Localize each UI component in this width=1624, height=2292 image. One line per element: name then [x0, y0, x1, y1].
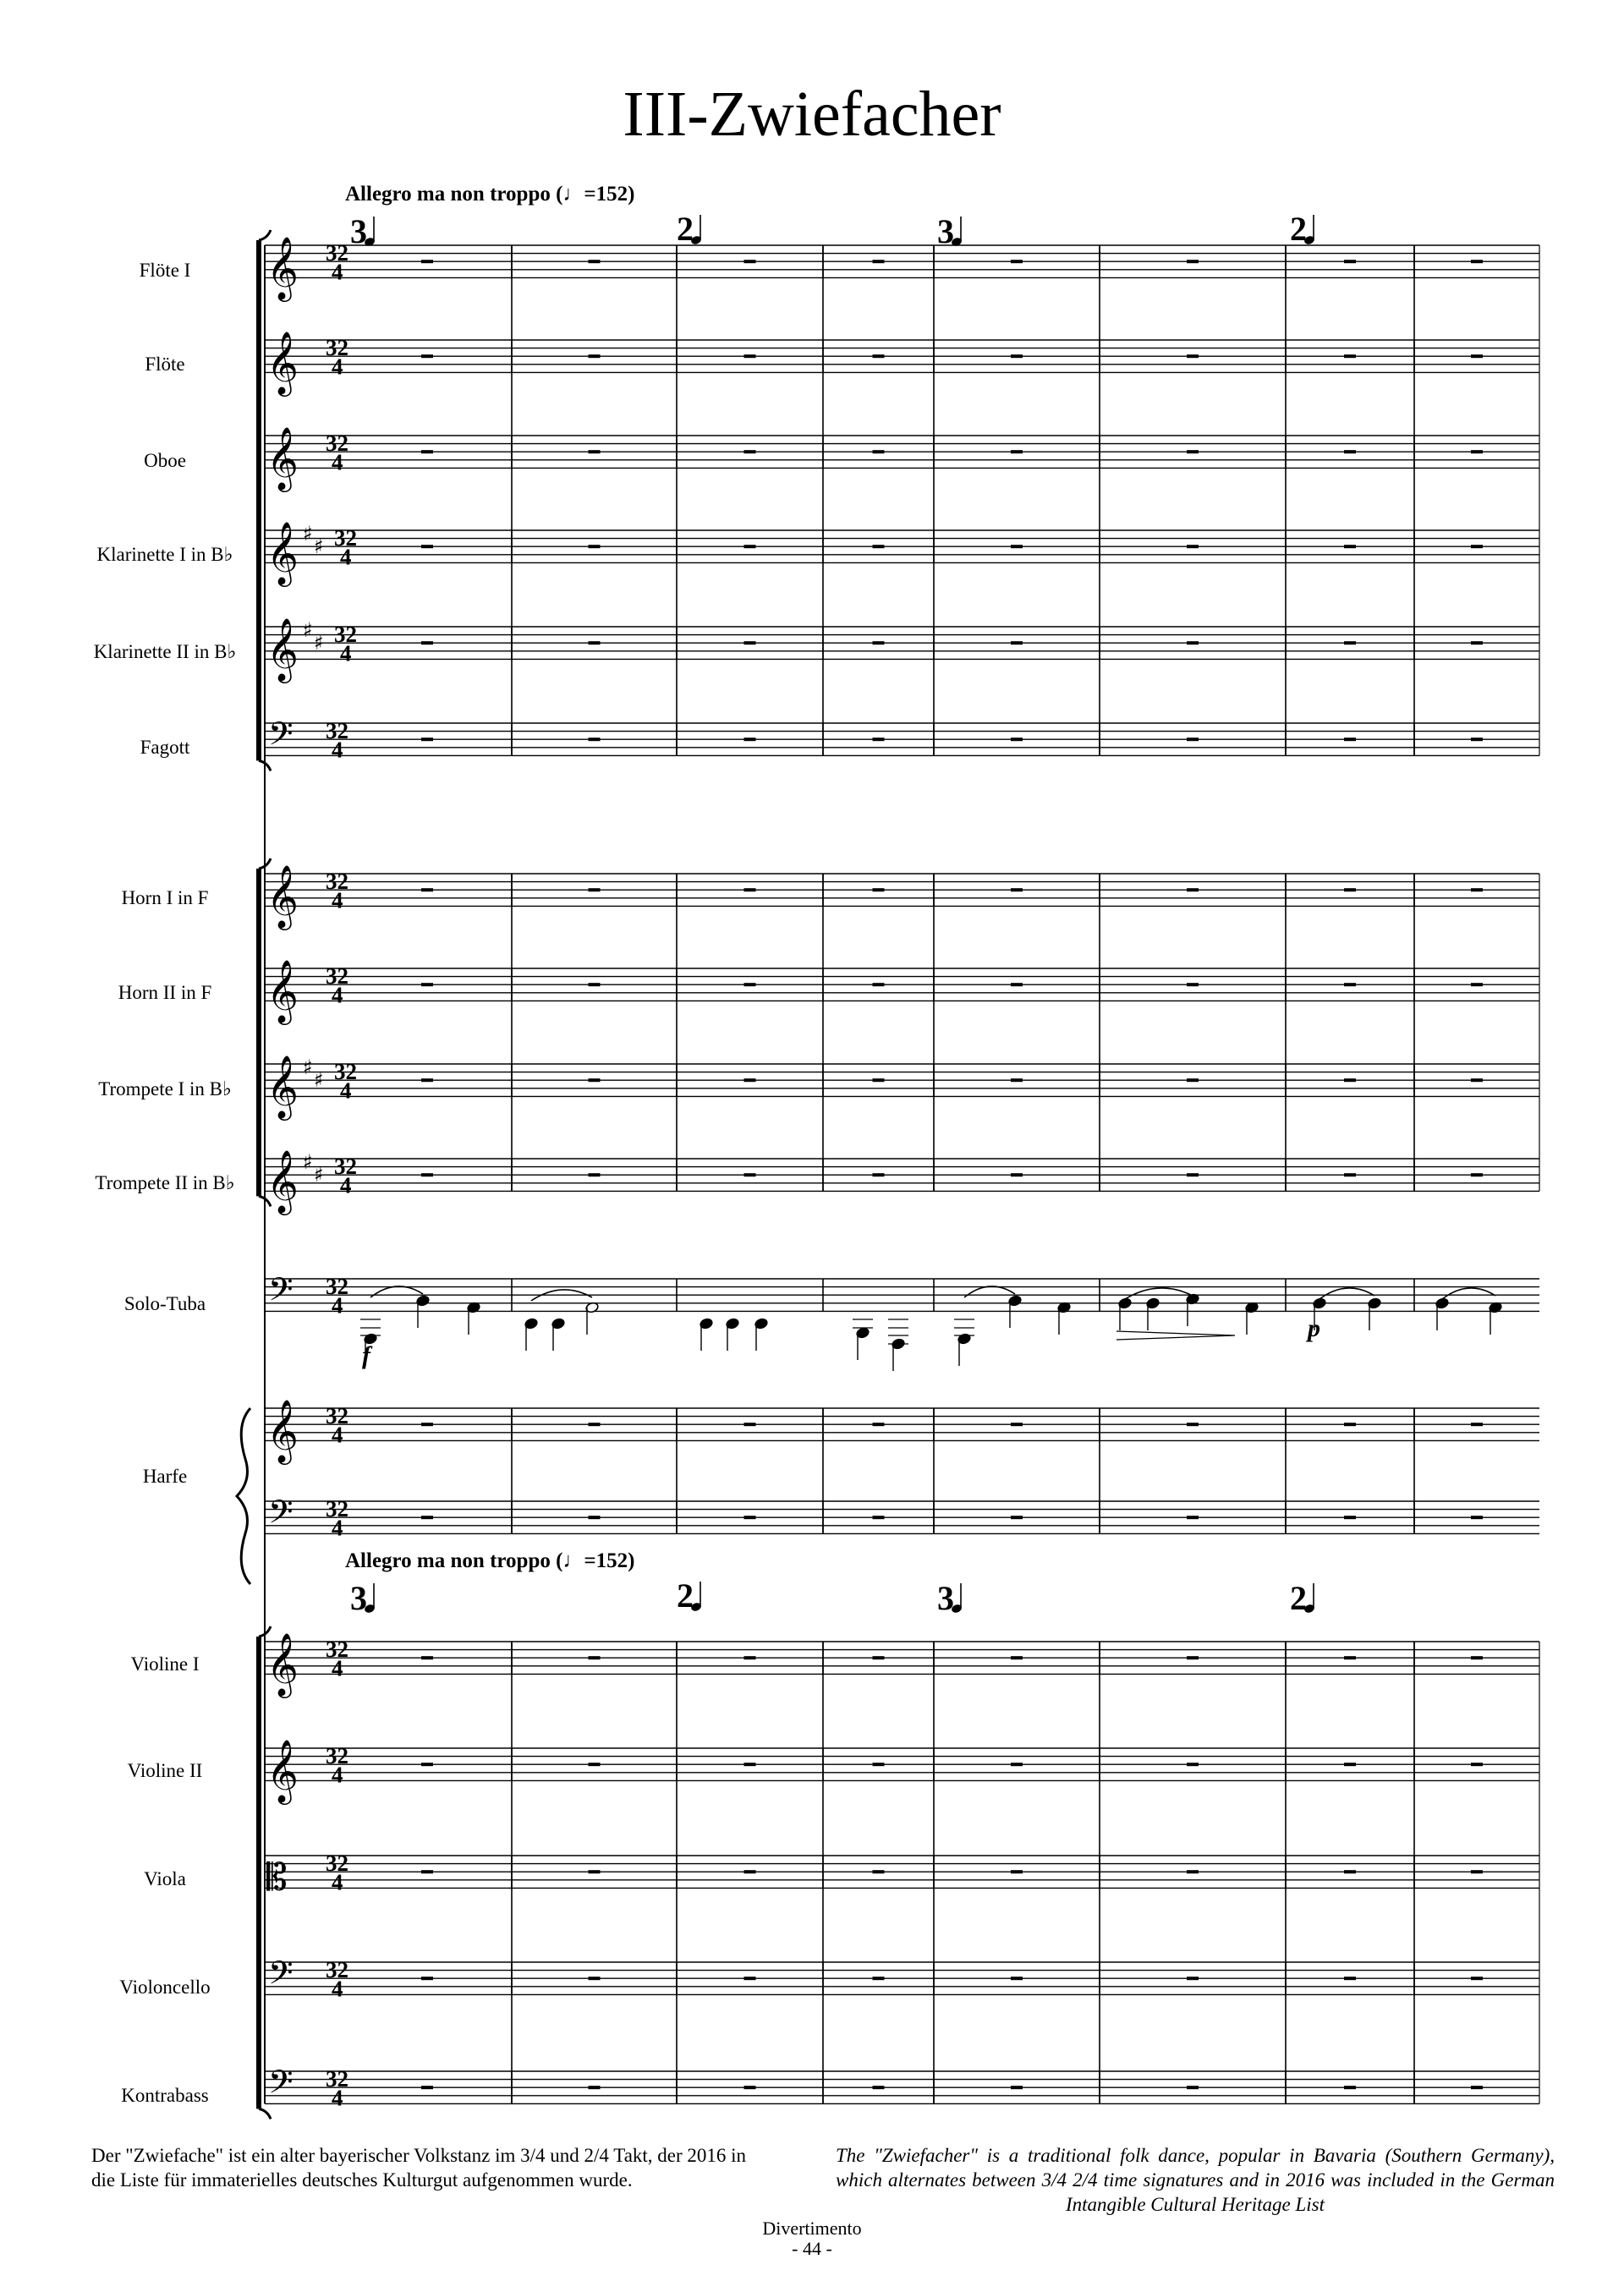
instrument-label: Flöte — [145, 354, 185, 375]
diminuendo-hairpin — [1116, 1331, 1235, 1340]
rest-icon — [421, 1763, 433, 1766]
rest-icon — [744, 1423, 756, 1426]
rest-icon — [589, 1763, 601, 1766]
rest-icon — [1187, 1516, 1199, 1519]
rest-icon — [589, 1423, 601, 1426]
rest-icon — [1344, 888, 1356, 891]
time-signature-bottom: 4 — [332, 1515, 343, 1541]
dynamic-piano: p — [1308, 1314, 1320, 1342]
rest-icon — [744, 641, 756, 644]
rest-icon — [589, 1977, 601, 1980]
rest-icon — [744, 2086, 756, 2089]
rest-icon — [873, 641, 885, 644]
bass-clef-icon: 𝄢 — [268, 1953, 294, 1999]
rest-icon — [421, 737, 433, 741]
rest-icon — [1471, 641, 1483, 644]
harp-brace — [237, 1408, 250, 1584]
rest-icon — [589, 641, 601, 644]
rest-icon — [589, 1870, 601, 1873]
rest-icon — [589, 545, 601, 548]
rest-icon — [1471, 2086, 1483, 2089]
time-signature-bottom: 4 — [332, 982, 343, 1008]
rest-icon — [1471, 888, 1483, 891]
rest-icon — [1471, 545, 1483, 548]
rest-icon — [1011, 1763, 1023, 1766]
rest-icon — [1344, 1423, 1356, 1426]
treble-clef-icon: 𝄞 — [266, 618, 299, 682]
rest-icon — [873, 1173, 885, 1176]
time-signature-bottom: 4 — [332, 2085, 343, 2111]
rest-icon — [1011, 545, 1023, 548]
time-signature-bottom: 4 — [332, 354, 343, 380]
woodwind-bracket — [256, 240, 261, 760]
rest-icon — [589, 737, 601, 741]
meter-mark: 2 — [1290, 1579, 1307, 1617]
instrument-label: Oboe — [144, 450, 186, 471]
rest-icon — [1187, 450, 1199, 453]
tempo-text: Allegro ma non troppo ( — [345, 183, 563, 206]
rest-icon — [421, 1870, 433, 1873]
rest-icon — [1011, 2086, 1023, 2089]
rest-icon — [1471, 1423, 1483, 1426]
footnote-german: Der "Zwiefache" ist ein alter bayerischer Volkstanz im 3/4 und 2/4 Takt, der 2016 in die Liste für immaterielles deutsches Kulturgut aufgenommen wurde. — [91, 2145, 747, 2191]
tempo-marking-top — [345, 183, 635, 206]
tempo-bpm: =152) — [584, 183, 635, 206]
bass-clef-icon: 𝄢 — [268, 2062, 294, 2108]
bass-clef-icon: 𝄢 — [268, 1269, 294, 1316]
bass-clef-icon: 𝄢 — [268, 714, 294, 760]
rest-icon — [1344, 1078, 1356, 1082]
rest-icon — [1471, 1870, 1483, 1873]
tempo-marking-strings — [345, 1549, 635, 1573]
bass-clef-icon: 𝄢 — [268, 1492, 294, 1538]
meter-mark: 3 — [350, 212, 367, 250]
rest-icon — [1344, 354, 1356, 358]
rest-icon — [744, 1977, 756, 1980]
treble-clef-icon: 𝄞 — [266, 1633, 299, 1697]
rest-icon — [421, 260, 433, 263]
rest-icon — [1187, 354, 1199, 358]
rest-icon — [744, 888, 756, 891]
rest-icon — [421, 450, 433, 453]
time-signature-top: 32 — [334, 525, 357, 551]
rest-icon — [873, 1763, 885, 1766]
rest-icon — [1011, 1977, 1023, 1980]
rest-icon — [1187, 1173, 1199, 1176]
rest-icon — [744, 737, 756, 741]
rest-icon — [421, 1078, 433, 1082]
time-signature-top: 32 — [326, 2066, 348, 2092]
rest-icon — [744, 1656, 756, 1659]
rest-icon — [1011, 983, 1023, 986]
rest-icon — [1011, 1516, 1023, 1519]
rest-icon — [421, 354, 433, 358]
rest-icon — [1187, 888, 1199, 891]
treble-clef-icon: 𝄞 — [266, 237, 299, 300]
rest-icon — [744, 1763, 756, 1766]
rest-icon — [1187, 641, 1199, 644]
rest-icon — [1471, 1977, 1483, 1980]
rest-icon — [1344, 1656, 1356, 1659]
rest-icon — [873, 450, 885, 453]
dynamic-forte: f — [362, 1341, 370, 1369]
slur — [964, 1286, 1015, 1297]
time-signature-top: 32 — [326, 963, 348, 990]
rest-icon — [421, 888, 433, 891]
slur — [1125, 1288, 1193, 1299]
tempo-bpm: =152) — [584, 1549, 635, 1572]
time-signature-bottom: 4 — [332, 1292, 343, 1319]
rest-icon — [589, 354, 601, 358]
rest-icon — [421, 1516, 433, 1519]
rest-icon — [744, 260, 756, 263]
time-signature-bottom: 4 — [332, 259, 343, 285]
time-signature-bottom: 4 — [340, 640, 352, 666]
rest-icon — [744, 1173, 756, 1176]
instrument-label: Violine I — [130, 1653, 200, 1675]
time-signature-bottom: 4 — [332, 1762, 343, 1788]
rest-icon — [1471, 983, 1483, 986]
rest-icon — [873, 260, 885, 263]
time-signature-top: 32 — [326, 869, 348, 895]
meter-mark: 2 — [1290, 210, 1307, 248]
rest-icon — [744, 1078, 756, 1082]
rest-icon — [1011, 1078, 1023, 1082]
instrument-label: Horn II in F — [118, 982, 212, 1003]
instrument-label: Fagott — [140, 737, 190, 758]
rest-icon — [421, 1423, 433, 1426]
time-signature-bottom: 4 — [332, 449, 343, 475]
meter-mark: 3 — [350, 1579, 367, 1617]
rest-icon — [1011, 260, 1023, 263]
rest-icon — [1344, 545, 1356, 548]
rest-icon — [1187, 1870, 1199, 1873]
rest-icon — [1471, 1173, 1483, 1176]
rest-icon — [873, 1656, 885, 1659]
footer-page-number: - 44 - — [792, 2238, 832, 2259]
rest-icon — [744, 1870, 756, 1873]
sharp-icon: ♯ — [303, 1056, 313, 1079]
instrument-label: Flöte I — [139, 260, 191, 281]
treble-clef-icon: 𝄞 — [266, 1400, 299, 1463]
rest-icon — [589, 450, 601, 453]
slur — [1320, 1288, 1374, 1299]
rest-icon — [1471, 450, 1483, 453]
rest-icon — [1344, 1173, 1356, 1176]
time-signature-top: 32 — [334, 1154, 357, 1180]
rest-icon — [1471, 1656, 1483, 1659]
string-bracket-hook — [259, 2108, 271, 2119]
quarter-note-icon: ♩ — [562, 183, 584, 206]
time-signature-top: 32 — [326, 430, 348, 457]
footnote-english: The "Zwiefacher" is a traditional folk dance, popular in Bavaria (Southern Germany), which alternates between 3/4 2/4 time signatures and in 2016 was included in the German Intangible Cultural Heritage List — [836, 2145, 1555, 2215]
sharp-icon: ♯ — [303, 522, 313, 546]
rest-icon — [744, 354, 756, 358]
rest-icon — [744, 450, 756, 453]
sharp-icon: ♯ — [314, 1163, 324, 1187]
sharp-icon: ♯ — [314, 1068, 324, 1092]
rest-icon — [589, 983, 601, 986]
alto-clef-icon: 𝄡 — [266, 1856, 288, 1900]
rest-icon — [1344, 1763, 1356, 1766]
rest-icon — [589, 1078, 601, 1082]
rest-icon — [1344, 1977, 1356, 1980]
treble-clef-icon: 𝄞 — [266, 960, 299, 1023]
rest-icon — [421, 1977, 433, 1980]
rest-icon — [421, 1656, 433, 1659]
rest-icon — [1471, 354, 1483, 358]
time-signature-bottom: 4 — [332, 1869, 343, 1895]
rest-icon — [1011, 1870, 1023, 1873]
rest-icon — [589, 888, 601, 891]
instrument-label: Horn I in F — [121, 887, 209, 908]
sharp-icon: ♯ — [314, 535, 324, 558]
rest-icon — [873, 1078, 885, 1082]
rest-icon — [873, 1516, 885, 1519]
meter-mark: 3 — [937, 212, 954, 250]
meter-mark: 2 — [677, 1576, 694, 1615]
slur — [370, 1286, 423, 1297]
time-signature-top: 32 — [326, 1403, 348, 1429]
rest-icon — [1011, 888, 1023, 891]
rest-icon — [1344, 2086, 1356, 2089]
rest-icon — [1011, 1656, 1023, 1659]
rest-icon — [1344, 260, 1356, 263]
brass-bracket — [256, 869, 261, 1196]
time-signature-top: 32 — [334, 622, 357, 648]
rest-icon — [1471, 1078, 1483, 1082]
time-signature-top: 32 — [326, 1743, 348, 1769]
tempo-text: Allegro ma non troppo ( — [345, 1549, 563, 1572]
rest-icon — [1187, 737, 1199, 741]
meter-mark: 3 — [937, 1579, 954, 1617]
time-signature-bottom: 4 — [332, 1655, 343, 1681]
rest-icon — [421, 641, 433, 644]
quarter-note-icon: ♩ — [562, 1549, 584, 1572]
time-signature-top: 32 — [326, 1851, 348, 1877]
treble-clef-icon: 𝄞 — [266, 1150, 299, 1214]
rest-icon — [1011, 1423, 1023, 1426]
rest-icon — [1471, 1516, 1483, 1519]
rest-icon — [421, 2086, 433, 2089]
rest-icon — [421, 1173, 433, 1176]
rest-icon — [1187, 545, 1199, 548]
rest-icon — [1187, 1763, 1199, 1766]
time-signature-top: 32 — [326, 718, 348, 744]
rest-icon — [1344, 450, 1356, 453]
rest-icon — [589, 1173, 601, 1176]
rest-icon — [589, 2086, 601, 2089]
treble-clef-icon: 𝄞 — [266, 332, 299, 395]
rest-icon — [873, 888, 885, 891]
rest-icon — [1187, 983, 1199, 986]
rest-icon — [1344, 1870, 1356, 1873]
rest-icon — [1344, 1516, 1356, 1519]
rest-icon — [1471, 1763, 1483, 1766]
time-signature-top: 32 — [326, 1637, 348, 1663]
time-signature-bottom: 4 — [340, 544, 352, 570]
rest-icon — [1344, 983, 1356, 986]
meter-mark: 2 — [677, 210, 694, 248]
rest-icon — [589, 1516, 601, 1519]
instrument-label: Violine II — [127, 1760, 203, 1781]
rest-icon — [1187, 2086, 1199, 2089]
treble-clef-icon: 𝄞 — [266, 865, 299, 929]
time-signature-bottom: 4 — [332, 887, 343, 913]
instrument-label: Harfe — [142, 1466, 188, 1487]
rest-icon — [744, 1516, 756, 1519]
rest-icon — [873, 1423, 885, 1426]
rest-icon — [589, 1656, 601, 1659]
footer-work-title: Divertimento — [762, 2218, 862, 2239]
rest-icon — [1187, 260, 1199, 263]
rest-icon — [421, 545, 433, 548]
rest-icon — [873, 1870, 885, 1873]
rest-icon — [1011, 450, 1023, 453]
instrument-label: Klarinette I in B♭ — [96, 544, 233, 565]
instrument-label: Solo-Tuba — [123, 1293, 206, 1314]
treble-clef-icon: 𝄞 — [266, 1056, 299, 1119]
rest-icon — [1344, 737, 1356, 741]
rest-icon — [421, 983, 433, 986]
rest-icon — [1187, 1656, 1199, 1659]
time-signature-top: 32 — [326, 335, 348, 361]
time-signature-bottom: 4 — [340, 1172, 352, 1198]
treble-clef-icon: 𝄞 — [266, 522, 299, 585]
rest-icon — [744, 545, 756, 548]
rest-icon — [1187, 1078, 1199, 1082]
rest-icon — [1471, 737, 1483, 741]
rest-icon — [589, 260, 601, 263]
rest-icon — [873, 354, 885, 358]
instrument-label: Violoncello — [119, 1977, 211, 1998]
time-signature-bottom: 4 — [332, 1422, 343, 1448]
rest-icon — [1011, 737, 1023, 741]
sharp-icon: ♯ — [303, 1150, 313, 1174]
rest-icon — [1471, 260, 1483, 263]
instrument-label: Kontrabass — [121, 2085, 209, 2106]
time-signature-top: 32 — [326, 1274, 348, 1300]
treble-clef-icon: 𝄞 — [266, 1740, 299, 1803]
sharp-icon: ♯ — [314, 631, 324, 655]
rest-icon — [1011, 641, 1023, 644]
rest-icon — [1187, 1423, 1199, 1426]
sharp-icon: ♯ — [303, 618, 313, 642]
time-signature-bottom: 4 — [332, 737, 343, 763]
page-title: III-Zwiefacher — [623, 79, 1001, 150]
time-signature-bottom: 4 — [332, 1976, 343, 2002]
time-signature-top: 32 — [326, 240, 348, 266]
rest-icon — [873, 2086, 885, 2089]
rest-icon — [1011, 354, 1023, 358]
instrument-label: Trompete I in B♭ — [98, 1078, 232, 1099]
rest-icon — [1187, 1977, 1199, 1980]
rest-icon — [873, 1977, 885, 1980]
time-signature-top: 32 — [326, 1496, 348, 1522]
time-signature-top: 32 — [334, 1059, 357, 1085]
rest-icon — [873, 545, 885, 548]
slur — [1442, 1288, 1495, 1299]
treble-clef-icon: 𝄞 — [266, 427, 299, 491]
instrument-label: Viola — [144, 1868, 186, 1889]
rest-icon — [873, 983, 885, 986]
time-signature-bottom: 4 — [340, 1077, 352, 1104]
rest-icon — [1344, 641, 1356, 644]
instrument-label: Klarinette II in B♭ — [93, 641, 237, 662]
rest-icon — [873, 737, 885, 741]
instrument-label: Trompete II in B♭ — [95, 1172, 235, 1193]
time-signature-top: 32 — [326, 1957, 348, 1983]
rest-icon — [744, 983, 756, 986]
rest-icon — [1011, 1173, 1023, 1176]
